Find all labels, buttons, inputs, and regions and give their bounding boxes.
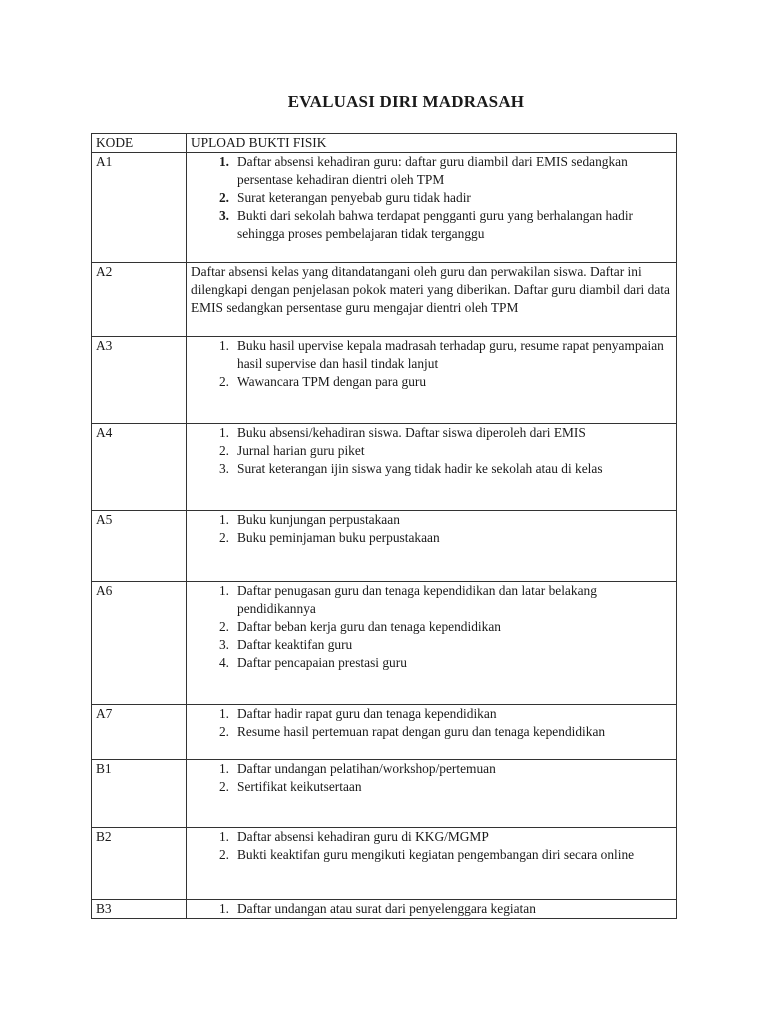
table-row	[92, 337, 677, 424]
row-evidence	[187, 424, 677, 511]
list-number: 2.	[218, 190, 229, 205]
evidence-list	[191, 828, 672, 864]
table-row	[92, 900, 677, 919]
list-number: 1.	[218, 829, 229, 844]
list-item	[191, 828, 672, 846]
row-evidence	[187, 337, 677, 424]
list-item-text: Daftar absensi kehadiran guru: daftar guru diambil dari EMIS sedangkan persentase kehadiran dientri oleh TPM	[237, 154, 628, 187]
evidence-list	[191, 511, 672, 547]
evidence-list	[191, 705, 672, 741]
list-number: 4.	[218, 655, 229, 670]
list-number: 2.	[218, 443, 229, 458]
row-kode: A4	[92, 424, 187, 511]
list-item	[191, 778, 672, 796]
row-kode: B2	[92, 828, 187, 900]
list-number: 1.	[218, 706, 229, 721]
list-item-text: Daftar penugasan guru dan tenaga kependidikan dan latar belakang pendidikannya	[237, 583, 597, 616]
list-item	[191, 760, 672, 778]
row-evidence	[187, 760, 677, 828]
list-item-text: Daftar hadir rapat guru dan tenaga kependidikan	[237, 706, 497, 721]
evidence-list	[191, 153, 672, 243]
list-item	[191, 846, 672, 864]
table-row	[92, 828, 677, 900]
row-kode: A1	[92, 153, 187, 263]
row-kode: B3	[92, 900, 187, 919]
list-item-text: Buku kunjungan perpustakaan	[237, 512, 400, 527]
list-item-text: Daftar pencapaian prestasi guru	[237, 655, 407, 670]
list-item	[191, 618, 672, 636]
list-item-text: Buku peminjaman buku perpustakaan	[237, 530, 440, 545]
table-header-row	[92, 134, 677, 153]
list-item-text: Daftar beban kerja guru dan tenaga kependidikan	[237, 619, 501, 634]
evidence-list	[191, 337, 672, 391]
table-row	[92, 582, 677, 705]
list-item-text: Daftar keaktifan guru	[237, 637, 353, 652]
row-evidence	[187, 582, 677, 705]
list-number: 2.	[218, 619, 229, 634]
row-kode: B1	[92, 760, 187, 828]
list-number: 3.	[218, 208, 229, 223]
list-item-text: Surat keterangan penyebab guru tidak hadir	[237, 190, 471, 205]
list-item-text: Sertifikat keikutsertaan	[237, 779, 362, 794]
list-item	[191, 460, 672, 478]
evidence-paragraph: Daftar absensi kelas yang ditandatangani oleh guru dan perwakilan siswa. Daftar ini dilengkapi dengan penjelasan pokok materi yang diberikan. Daftar guru diambil dari data EMIS sedangkan persentase guru mengajar dientri oleh TPM	[191, 264, 670, 315]
header-kode: KODE	[92, 134, 187, 153]
row-evidence	[187, 511, 677, 582]
list-number: 1.	[218, 425, 229, 440]
list-number: 2.	[218, 374, 229, 389]
list-item-text: Bukti keaktifan guru mengikuti kegiatan pengembangan diri secara online	[237, 847, 635, 862]
row-evidence	[187, 263, 677, 337]
list-number: 3.	[218, 637, 229, 652]
list-item-text: Daftar absensi kehadiran guru di KKG/MGMP	[237, 829, 489, 844]
list-number: 1.	[218, 583, 229, 598]
list-item	[191, 207, 672, 243]
list-item	[191, 705, 672, 723]
table-row	[92, 511, 677, 582]
list-number: 1.	[218, 761, 229, 776]
row-evidence	[187, 705, 677, 760]
row-evidence	[187, 828, 677, 900]
list-item	[191, 424, 672, 442]
header-upload-bukti-fisik: UPLOAD BUKTI FISIK	[187, 134, 677, 153]
evidence-list	[191, 760, 672, 796]
list-item	[191, 654, 672, 672]
list-item-text: Buku absensi/kehadiran siswa. Daftar siswa diperoleh dari EMIS	[237, 425, 586, 440]
row-kode: A2	[92, 263, 187, 337]
list-item	[191, 636, 672, 654]
list-item	[191, 373, 672, 391]
table-row	[92, 153, 677, 263]
table-row	[92, 424, 677, 511]
list-item-text: Daftar undangan pelatihan/workshop/pertemuan	[237, 761, 496, 776]
list-item	[191, 511, 672, 529]
table-row	[92, 760, 677, 828]
list-number: 2.	[218, 847, 229, 862]
list-item	[191, 582, 672, 618]
row-kode: A5	[92, 511, 187, 582]
list-item	[191, 900, 672, 918]
list-item	[191, 337, 672, 373]
list-number: 2.	[218, 779, 229, 794]
row-kode: A7	[92, 705, 187, 760]
list-number: 1.	[218, 338, 229, 353]
list-number: 2.	[218, 724, 229, 739]
list-item-text: Bukti dari sekolah bahwa terdapat pengganti guru yang berhalangan hadir sehingga proses pembelajaran tidak terganggu	[237, 208, 634, 241]
evidence-list	[191, 582, 672, 672]
list-item-text: Jurnal harian guru piket	[237, 443, 365, 458]
evidence-list	[191, 900, 672, 918]
page-title: EVALUASI DIRI MADRASAH	[287, 92, 525, 111]
table-row	[92, 263, 677, 337]
list-item-text: Resume hasil pertemuan rapat dengan guru dan tenaga kependidikan	[237, 724, 606, 739]
list-item	[191, 442, 672, 460]
evidence-list	[191, 424, 672, 478]
list-item-text: Surat keterangan ijin siswa yang tidak hadir ke sekolah atau di kelas	[237, 461, 603, 476]
list-item-text: Buku hasil upervise kepala madrasah terhadap guru, resume rapat penyampaian hasil supervise dan hasil tindak lanjut	[237, 338, 664, 371]
row-kode: A6	[92, 582, 187, 705]
list-item	[191, 189, 672, 207]
row-evidence	[187, 153, 677, 263]
table-row	[92, 705, 677, 760]
list-item-text: Daftar undangan atau surat dari penyelenggara kegiatan	[237, 901, 536, 916]
list-item	[191, 529, 672, 547]
list-number: 2.	[218, 530, 229, 545]
list-number: 3.	[218, 461, 229, 476]
list-item	[191, 153, 672, 189]
row-kode: A3	[92, 337, 187, 424]
list-number: 1.	[218, 901, 229, 916]
list-item	[191, 723, 672, 741]
row-evidence	[187, 900, 677, 919]
list-number: 1.	[218, 512, 229, 527]
evidence-table	[91, 133, 677, 919]
list-number: 1.	[218, 154, 229, 169]
list-item-text: Wawancara TPM dengan para guru	[237, 374, 427, 389]
